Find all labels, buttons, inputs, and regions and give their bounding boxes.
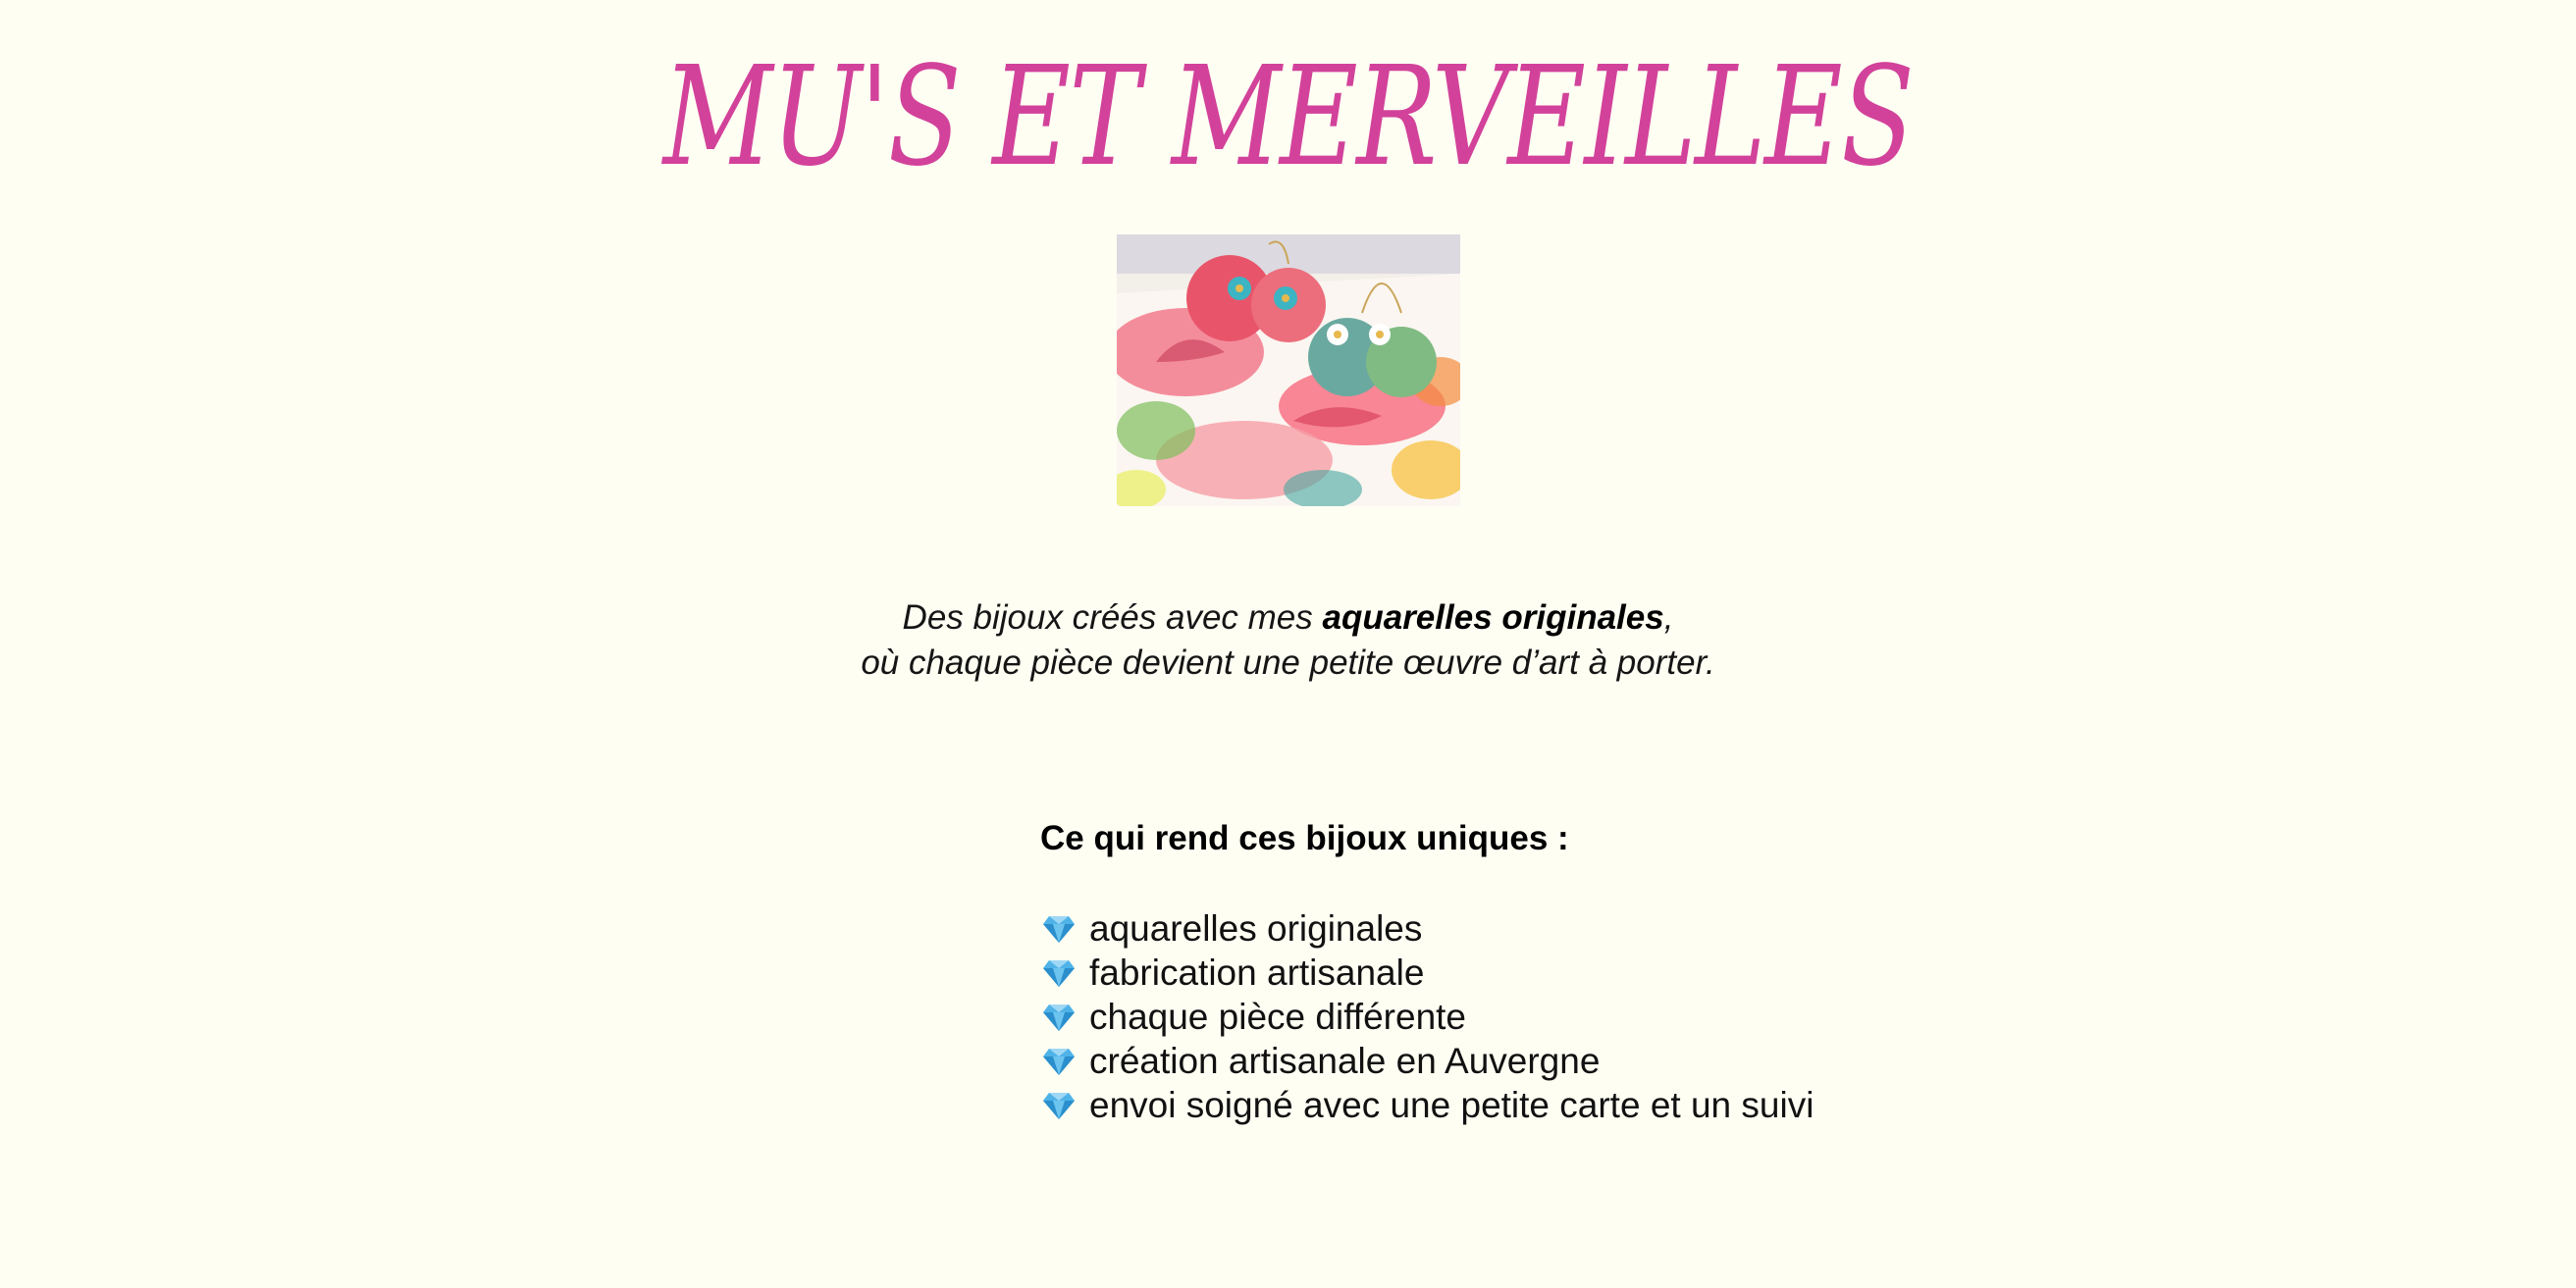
- gem-icon: [1042, 1047, 1076, 1076]
- list-item: [1040, 1039, 1814, 1083]
- features-heading: Ce qui rend ces bijoux uniques :: [1040, 819, 1569, 857]
- feature-list: [1040, 906, 1814, 1127]
- feature-label: création artisanale en Auvergne: [1089, 1040, 1601, 1081]
- tagline-emphasis: aquarelles originales: [1322, 598, 1664, 637]
- hero-product-image: [1117, 234, 1460, 506]
- feature-label: envoi soigné avec une petite carte et un suivi: [1089, 1084, 1814, 1125]
- gem-icon: [1042, 1091, 1076, 1120]
- feature-label: aquarelles originales: [1089, 907, 1423, 949]
- list-item: [1040, 1083, 1814, 1127]
- feature-label: chaque pièce différente: [1089, 996, 1467, 1037]
- tagline-suffix: ,: [1663, 598, 1674, 637]
- tagline-line-2: où chaque pièce devient une petite œuvre d’art à porter.: [861, 644, 1715, 682]
- gem-icon: [1042, 1003, 1076, 1032]
- brand-title: MU'S ET MERVEILLES: [662, 37, 1914, 197]
- tagline: [0, 595, 2576, 686]
- list-item: [1040, 906, 1814, 951]
- list-item: [1040, 995, 1814, 1039]
- tagline-line-1: [0, 595, 2576, 641]
- tagline-prefix: Des bijoux créés avec mes: [902, 598, 1323, 637]
- gem-icon: [1042, 914, 1076, 944]
- earrings-photo: [1117, 234, 1460, 506]
- list-item: [1040, 951, 1814, 995]
- gem-icon: [1042, 958, 1076, 988]
- feature-label: fabrication artisanale: [1089, 952, 1425, 993]
